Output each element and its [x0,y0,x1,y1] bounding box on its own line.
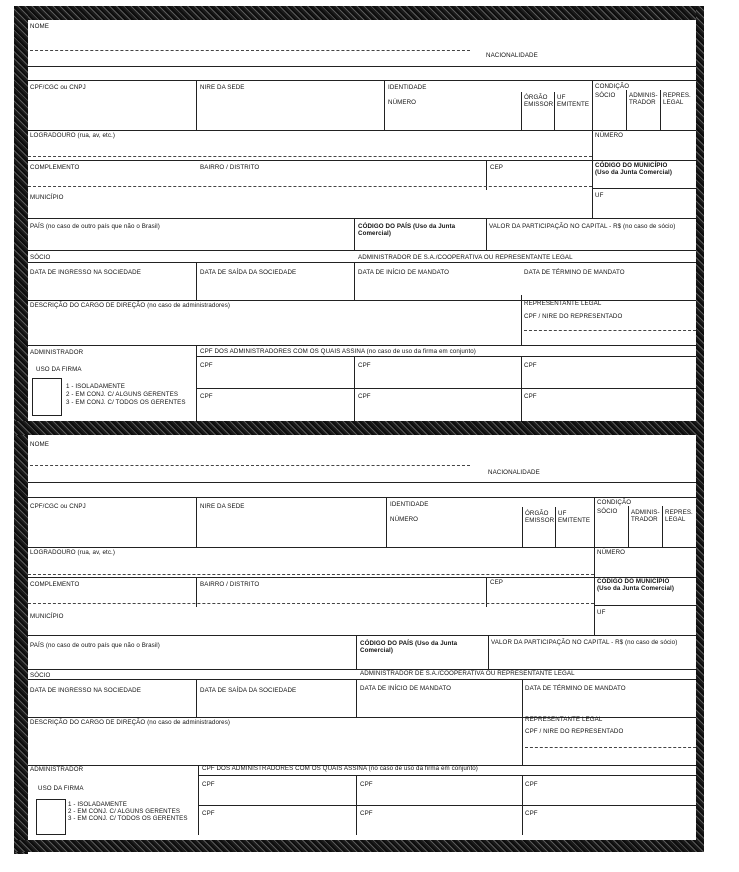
label-bairro: BAIRRO / DISTRITO [200,164,260,171]
label-data-ingresso: DATA DE INGRESSO NA SOCIEDADE [30,687,141,694]
option-todos-gerentes: 3 - EM CONJ. C/ TODOS OS GERENTES [66,399,186,406]
option-todos-gerentes: 3 - EM CONJ. C/ TODOS OS GERENTES [68,815,188,822]
label-descricao-cargo: DESCRIÇÃO DO CARGO DE DIREÇÃO (no caso de administradores) [30,719,231,726]
label-cpf-admins: CPF DOS ADMINISTRADORES COM OS QUAIS ASSINA (no caso de uso da firma em conjunto) [202,765,478,772]
label-cep: CEP [490,164,504,171]
label-cpf-3: CPF [525,781,538,788]
label-municipio: MUNICÍPIO [30,613,64,620]
field-nome[interactable] [30,465,470,466]
label-cpf-3: CPF [524,362,537,369]
label-administrador: ADMINISTRADOR [30,349,84,356]
label-uf-emitente: UF [558,510,567,517]
label-socio: SÓCIO [30,672,51,679]
label-admin-sa: ADMINISTRADOR DE S.A./COOPERATIVA OU REPRESENTANTE LEGAL [358,254,573,261]
label-cpf-2: CPF [358,362,371,369]
label-cod-pais: CÓDIGO DO PAÍS (Uso da Junta [360,640,458,647]
label-pais: PAÍS (no caso de outro país que não o Brasil) [30,642,160,649]
label-cpf-4: CPF [200,393,213,400]
label-uso-firma: USO DA FIRMA [38,785,84,792]
label-cpf-5: CPF [358,393,371,400]
label-nire-sede: NIRE DA SEDE [200,84,245,91]
label-representante: REPRESENTANTE LEGAL [525,716,603,723]
label-condicao: CONDIÇÃO [595,83,630,90]
label-cpf-nire-rep: CPF / NIRE DO REPRESENTADO [524,313,623,320]
label-numero-id: NÚMERO [388,99,417,106]
label-data-termino: DATA DE TÉRMINO DE MANDATO [525,685,626,692]
label-uso-firma: USO DA FIRMA [36,366,82,373]
label-cpf-6: CPF [525,810,538,817]
socio-form-1: NOME NACIONALIDADE CPF/CGC ou CNPJ NIRE DA SEDE IDENTIDADE NÚMERO ÓRGÃO EMISSOR UF EMITENTE CONDIÇÃO SÓCIO ADMINIS- TRADOR REPRES. LEGAL LOGRADOURO (rua, av, etc.) NÚMERO COMPLEMENTO BAIRRO / DISTRITO CEP CÓDIGO DO MUNICÍPIO (Uso da Junta Comercial) MUNICÍPIO UF PAÍS (no caso de outro país que não o Brasil) CÓDIGO DO PAÍS (Uso da Junta Comercial) VALOR DA PARTICIPAÇÃO NO CAPITAL - R$ (no caso de sócio) SÓCIO ADMINISTRADOR DE S.A./COOPERATIVA OU REPRESENTANTE LEGAL DATA DE INGRESSO NA SOCIEDADE DATA DE SAÍDA DA SOCIEDADE DATA DE INÍCIO DE MANDATO DATA DE TÉRMINO DE MANDATO DESCRIÇÃO DO CARGO DE DIREÇÃO (no caso de administradores) REPRESENTANTE LEGAL CPF / NIRE DO REPRESENTADO ADMINISTRADOR CPF DOS ADMINISTRADORES COM OS QUAIS ASSINA (no caso de uso da firma em conjunto) USO DA FIRMA 1 - ISOLADAMENTE 2 - EM CONJ. C/ ALGUNS GERENTES 3 - EM CONJ. C/ TODOS OS GERENTES CPF CPF CPF CPF CPF CPF [28,20,696,421]
label-orgao: ÓRGÃO [525,510,549,517]
label-cpf-admins: CPF DOS ADMINISTRADORES COM OS QUAIS ASSINA (no caso de uso da firma em conjunto) [200,348,476,355]
label-cpf-5: CPF [360,810,373,817]
label-identidade: IDENTIDADE [390,501,429,508]
scan-border-bottom [14,840,704,852]
option-isoladamente: 1 - ISOLADAMENTE [66,383,126,390]
label-cpf-2: CPF [360,781,373,788]
option-alguns-gerentes: 2 - EM CONJ. C/ ALGUNS GERENTES [68,808,181,815]
label-cpf-nire-rep: CPF / NIRE DO REPRESENTADO [525,728,624,735]
label-cod-municipio: CÓDIGO DO MUNICÍPIO [595,162,668,169]
label-cpf-cgc: CPF/CGC ou CNPJ [30,84,86,91]
label-municipio: MUNICÍPIO [30,194,64,201]
label-orgao: ÓRGÃO [524,94,548,101]
field-nome[interactable] [30,50,470,51]
label-data-saida: DATA DE SAÍDA DA SOCIEDADE [200,269,297,276]
label-representante: REPRESENTANTE LEGAL [524,300,602,307]
label-data-ingresso: DATA DE INGRESSO NA SOCIEDADE [30,269,141,276]
option-alguns-gerentes: 2 - EM CONJ. C/ ALGUNS GERENTES [66,391,179,398]
label-condicao: CONDIÇÃO [597,499,632,506]
label-cpf-cgc: CPF/CGC ou CNPJ [30,503,86,510]
label-uf-emitente: UF [557,94,566,101]
label-numero: NÚMERO [597,549,626,556]
label-administrador: ADMINISTRADOR [30,766,84,773]
label-data-inicio: DATA DE INÍCIO DE MANDATO [360,685,452,692]
label-admin-sa: ADMINISTRADOR DE S.A./COOPERATIVA OU REPRESENTANTE LEGAL [360,670,575,677]
label-descricao-cargo: DESCRIÇÃO DO CARGO DE DIREÇÃO (no caso de administradores) [30,302,231,309]
label-complemento: COMPLEMENTO [30,164,80,171]
scan-border-top [14,6,704,20]
label-nome: NOME [30,23,49,30]
label-complemento: COMPLEMENTO [30,581,80,588]
label-cpf-4: CPF [202,810,215,817]
label-data-saida: DATA DE SAÍDA DA SOCIEDADE [200,687,297,694]
label-data-termino: DATA DE TÉRMINO DE MANDATO [524,269,625,276]
label-data-inicio: DATA DE INÍCIO DE MANDATO [358,269,450,276]
label-uf: UF [597,609,606,616]
label-valor-participacao: VALOR DA PARTICIPAÇÃO NO CAPITAL - R$ (no caso de sócio) [489,223,676,230]
label-numero-id: NÚMERO [390,516,419,523]
label-socio: SÓCIO [30,254,51,261]
socio-form-2: NOME NACIONALIDADE CPF/CGC ou CNPJ NIRE DA SEDE IDENTIDADE NÚMERO ÓRGÃO EMISSOR UF EMITENTE CONDIÇÃO SÓCIO ADMINIS- TRADOR REPRES. LEGAL LOGRADOURO (rua, av, etc.) NÚMERO COMPLEMENTO BAIRRO / DISTRITO CEP CÓDIGO DO MUNICÍPIO (Uso da Junta Comercial) MUNICÍPIO UF PAÍS (no caso de outro país que não o Brasil) CÓDIGO DO PAÍS (Uso da Junta Comercial) VALOR DA PARTICIPAÇÃO NO CAPITAL - R$ (no caso de sócio) SÓCIO ADMINISTRADOR DE S.A./COOPERATIVA OU REPRESENTANTE LEGAL DATA DE INGRESSO NA SOCIEDADE DATA DE SAÍDA DA SOCIEDADE DATA DE INÍCIO DE MANDATO DATA DE TÉRMINO DE MANDATO DESCRIÇÃO DO CARGO DE DIREÇÃO (no caso de administradores) REPRESENTANTE LEGAL CPF / NIRE DO REPRESENTADO ADMINISTRADOR CPF DOS ADMINISTRADORES COM OS QUAIS ASSINA (no caso de uso da firma em conjunto) USO DA FIRMA 1 - ISOLADAMENTE 2 - EM CONJ. C/ ALGUNS GERENTES 3 - EM CONJ. C/ TODOS OS GERENTES CPF CPF CPF CPF CPF CPF [28,435,696,840]
label-cpf-1: CPF [200,362,213,369]
label-bairro: BAIRRO / DISTRITO [200,581,260,588]
label-cod-pais: CÓDIGO DO PAÍS (Uso da Junta [358,223,456,230]
label-cpf-6: CPF [524,393,537,400]
label-logradouro: LOGRADOURO (rua, av, etc.) [30,132,116,139]
label-nome: NOME [30,441,49,448]
label-cep: CEP [490,579,504,586]
label-nacionalidade: NACIONALIDADE [488,469,540,476]
scan-border-middle [14,421,704,435]
label-uf: UF [595,192,604,199]
label-pais: PAÍS (no caso de outro país que não o Brasil) [30,223,160,230]
label-logradouro: LOGRADOURO (rua, av, etc.) [30,549,116,556]
label-valor-participacao: VALOR DA PARTICIPAÇÃO NO CAPITAL - R$ (no caso de sócio) [491,639,678,646]
label-cpf-1: CPF [202,781,215,788]
label-nire-sede: NIRE DA SEDE [200,503,245,510]
label-nacionalidade: NACIONALIDADE [486,52,538,59]
label-numero: NÚMERO [595,132,624,139]
label-cod-municipio: CÓDIGO DO MUNICÍPIO [597,578,670,585]
uso-firma-box[interactable] [36,799,66,835]
uso-firma-box[interactable] [32,378,62,416]
option-isoladamente: 1 - ISOLADAMENTE [68,801,128,808]
label-identidade: IDENTIDADE [388,84,427,91]
